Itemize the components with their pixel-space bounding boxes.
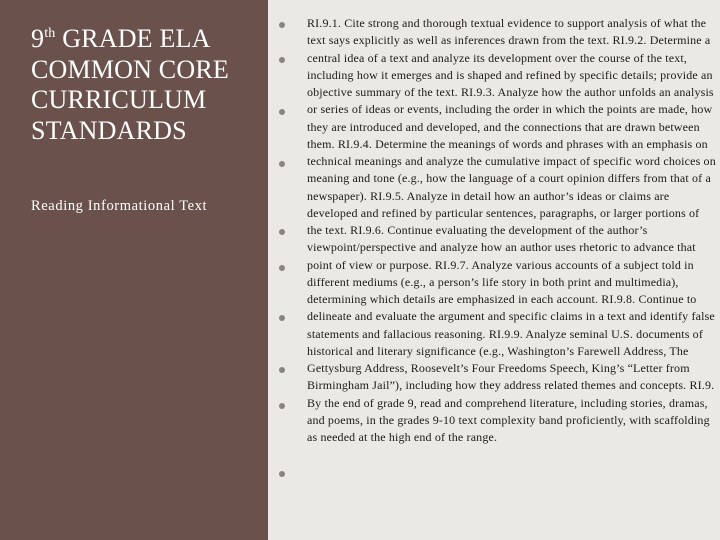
standard-text: . Determine the meanings of words and phrases with an emphasis on technical meanings and analyze the cumulative impact of specific word choices on meaning and tone (e.g., how the language of a court opinion differs from that of a newspaper). [307,136,716,203]
standard-code: RI.9 [689,378,712,393]
standards-panel [268,0,720,540]
standard-text: . Analyze various accounts of a subject told in different mediums (e.g., a person’s life story in both print and multimedia), determining which details are emphasized in each account. [307,257,694,306]
bullet-icon [279,471,285,477]
standards-text [307,15,717,446]
bullet-icon [279,109,285,115]
standard-code: RI.9.8 [601,292,633,306]
standard-text: . By the end of grade 9, read and comprehend literature, including stories, dramas, and poems, in the grades 9-10 text complexity band proficiently, with scaffolding as needed at the high end of the range. [307,378,715,444]
bullet-icon [279,22,285,28]
bullet-icon [279,57,285,63]
standard-text: . Determine a central idea of a text and analyze its development over the course of the text, including how it emerges and is shaped and refined by specific details; provide an objective summary of the text. [307,33,713,99]
standard-code: RI.9.3 [460,85,492,99]
standard-code: RI.9.6 [350,223,382,237]
standard-text: . Continue to delineate and evaluate the argument and specific claims in a text and identify false statements and fallacious reasoning. [307,292,715,341]
standard-code: RI.9.4 [337,136,369,151]
bullet-icon [279,367,285,373]
standard-code: RI.9.7 [434,257,466,272]
bullet-icon [279,315,285,321]
standard-code: RI.9.5 [370,188,402,203]
title-superscript: th [44,26,56,41]
bullet-icon [279,161,285,167]
bullet-icon [279,265,285,271]
standard-code: RI.9.2 [612,33,644,48]
slide-title [31,24,261,146]
title-text: GRADE ELA COMMON CORE CURRICULUM STANDARDS [31,24,229,145]
left-title-panel [0,0,268,540]
standard-code: RI.9.1 [307,16,338,30]
standard-text: . Analyze in detail how an author’s ideas or claims are developed and refined by particular sentences, paragraphs, or larger portions of the text. [307,188,700,237]
bullet-icon [279,403,285,409]
bullet-icon [279,229,285,235]
standard-text: . Analyze how the author unfolds an analysis or series of ideas or events, including the order in which the points are made, how they are introduced and developed, and the connections that are drawn between them. [307,85,714,151]
slide-subtitle: Reading Informational Text [31,198,208,214]
standard-text: . Cite strong and thorough textual evidence to support analysis of what the text says explicitly as well as inferences drawn from the text. [307,16,707,48]
standard-text: . Continue evaluating the development of the author’s viewpoint/perspective and analyze how an author uses rhetoric to advance that point of view or purpose. [307,223,696,272]
title-number: 9 [31,24,45,53]
standard-text: . Analyze seminal U.S. documents of historical and literary significance (e.g., Washington’s Farewell Address, The Gettysburg Address, Roosevelt’s Four Freedoms Speech, King’s “Letter from Birmingham Jail”), including how they address related themes and concepts. [307,326,703,393]
standard-code: RI.9.9 [488,326,520,341]
